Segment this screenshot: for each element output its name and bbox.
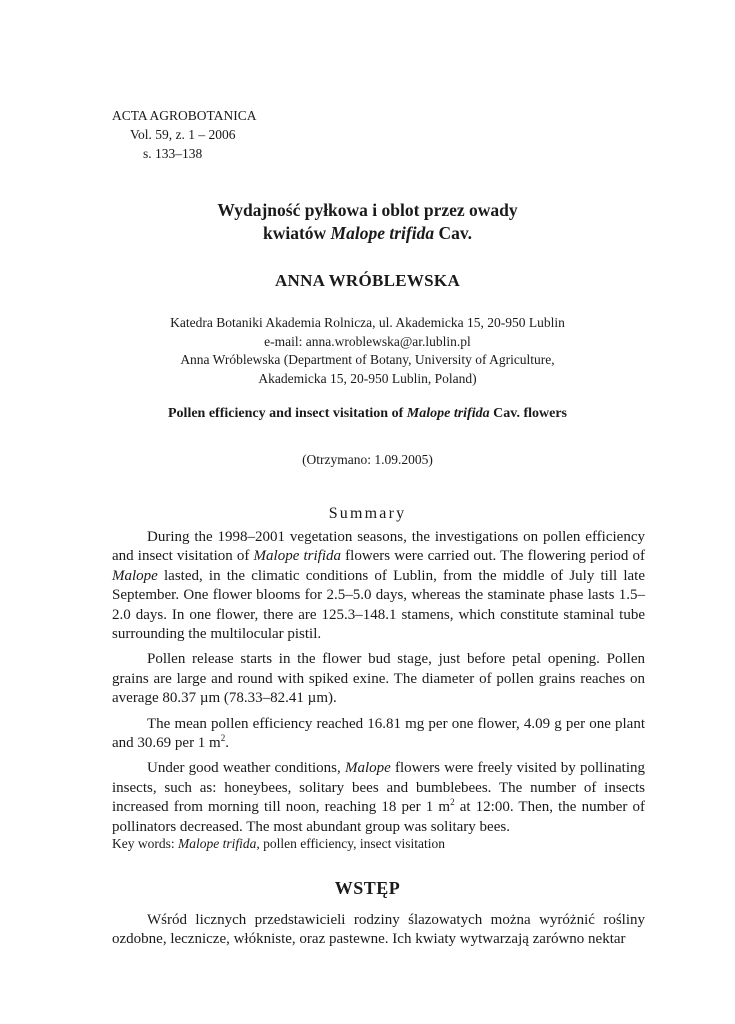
title-species: Malope trifida xyxy=(330,223,435,243)
affiliation xyxy=(0,314,735,388)
summary-p1-text-c: lasted, in the climatic conditions of Lublin, from the middle of July till late September. One flower blooms for 2.5–5.0 days, whereas the staminate phase lasts 1.5–2.0 days. In one flower, there are 125.3–148.1 stamens, which constitute staminal tube surrounding the multilocular pistil. xyxy=(112,567,645,643)
english-title-suffix: Cav. flowers xyxy=(489,406,567,421)
affiliation-line-4: Akademicka 15, 20-950 Lublin, Poland) xyxy=(258,370,477,386)
summary-heading: Summary xyxy=(328,505,407,522)
summary-paragraph-3 xyxy=(112,715,645,754)
summary-p1-text-a: During the 1998–2001 vegetation seasons, the investigations on pollen efficiency and insect visitation of xyxy=(112,529,645,565)
summary-body xyxy=(112,528,645,843)
section-heading-intro: WSTĘP xyxy=(334,878,401,898)
journal-header xyxy=(112,106,256,163)
received-date: (Otrzymano: 1.09.2005) xyxy=(302,452,433,467)
keywords xyxy=(112,836,445,852)
summary-p4-text-b: flowers were freely visited by pollinating insects, such as: honeybees, solitary bees and bumblebees. The number of insects increased from morning till noon, reaching 18 per 1 m xyxy=(112,760,645,816)
summary-p3-text-b: . xyxy=(225,735,229,752)
summary-paragraph-1 xyxy=(112,528,645,644)
affiliation-email: e-mail: anna.wroblewska@ar.lublin.pl xyxy=(264,333,471,349)
english-title xyxy=(0,406,735,422)
english-title-species: Malope trifida xyxy=(406,406,490,421)
journal-pages: s. 133–138 xyxy=(143,146,203,161)
summary-paragraph-2: Pollen release starts in the flower bud stage, just before petal opening. Pollen grains are large and round with spiked exine. The diameter of pollen grains reaches on average 80.37 µm (78.33–82.41 µm). xyxy=(112,651,645,707)
summary-p3-text-a: The mean pollen efficiency reached 16.81 mg per one flower, 4.09 g per one plant and 30.69 per 1 m xyxy=(112,715,645,752)
journal-volume: Vol. 59, z. 1 – 2006 xyxy=(130,127,236,142)
intro-paragraph-1: Wśród licznych przedstawicieli rodziny ślazowatych można wyróżnić rośliny ozdobne, lecznicze, włókniste, oraz pastewne. Ich kwiaty wytwarzają zarówno nektar xyxy=(112,912,645,948)
affiliation-line-3: Anna Wróblewska (Department of Botany, University of Agriculture, xyxy=(180,352,555,367)
author-name: ANNA WRÓBLEWSKA xyxy=(274,271,461,290)
english-title-prefix: Pollen efficiency and insect visitation of xyxy=(168,406,407,421)
keywords-rest: , pollen efficiency, insect visitation xyxy=(256,836,445,851)
summary-p1-text-b: flowers were carried out. The flowering period of xyxy=(341,548,645,565)
intro-body xyxy=(112,911,645,956)
summary-p4-superscript: 2 xyxy=(450,797,455,808)
summary-p4-genus: Malope xyxy=(344,760,391,777)
title-line-1: Wydajność pyłkowa i oblot przez owady xyxy=(217,200,518,220)
paper-title xyxy=(0,199,735,245)
summary-p3-superscript: 2 xyxy=(220,733,226,744)
title-line-2 xyxy=(0,222,735,245)
journal-name: ACTA AGROBOTANICA xyxy=(112,108,257,123)
title-suffix: Cav. xyxy=(434,223,473,243)
summary-p4-text-c: at 12:00. Then, the number of pollinators decreased. The most abundant group was solitary bees. xyxy=(112,799,646,835)
summary-p4-text-a: Under good weather conditions, xyxy=(147,760,345,777)
keywords-species: Malope trifida xyxy=(178,836,257,851)
summary-paragraph-4 xyxy=(112,759,645,837)
affiliation-line-1: Katedra Botaniki Akademia Rolnicza, ul. Akademicka 15, 20-950 Lublin xyxy=(170,315,565,330)
keywords-label: Key words: xyxy=(112,836,178,851)
summary-p1-species: Malope trifida xyxy=(253,548,342,565)
title-prefix: kwiatów xyxy=(262,223,331,243)
summary-p1-genus: Malope xyxy=(112,567,158,584)
